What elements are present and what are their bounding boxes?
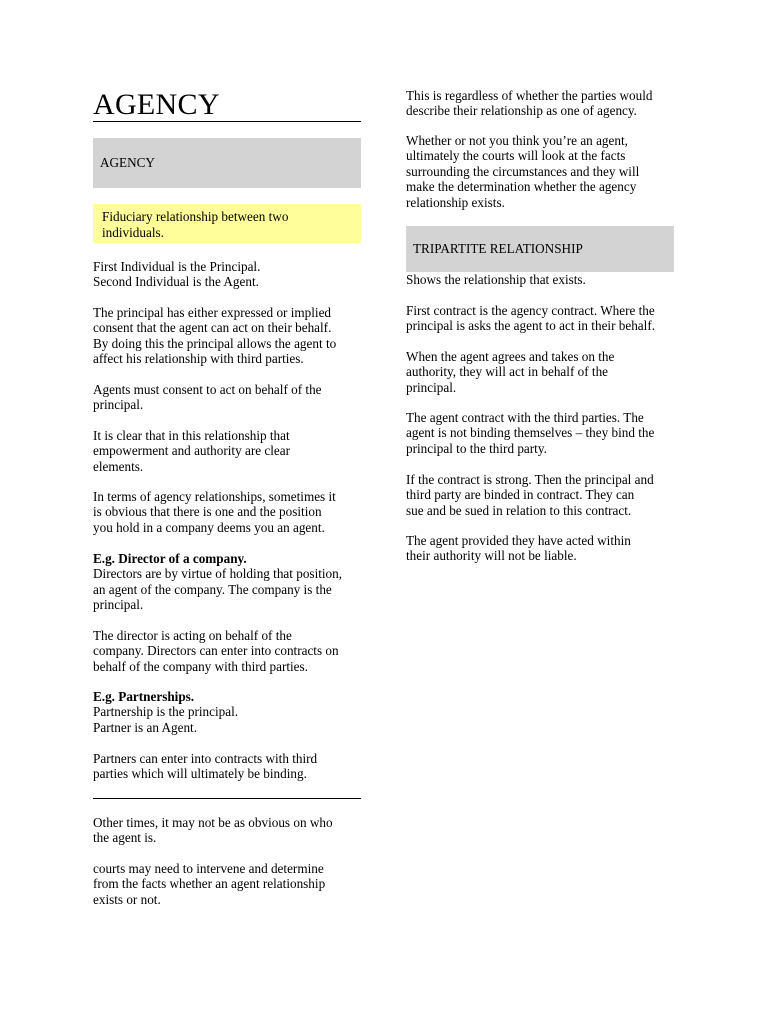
page-title: AGENCY [93,88,220,121]
text-line: Partners can enter into contracts with third [93,751,318,766]
example-heading-text: E.g. Partnerships. [93,689,195,704]
text-line: their authority will not be liable. [406,548,577,564]
text-line: exists or not. [93,891,161,907]
text-line: the agent is. [93,830,157,846]
text-line: surrounding the circumstances and they will [406,163,640,179]
text-line: from the facts whether an agent relationship [93,876,326,892]
paragraph-empowerment [93,428,290,474]
text-line: Partnership is the principal. [93,704,239,720]
text-line: principal. [93,397,144,413]
text-line: is obvious that there is one and the position [93,504,322,520]
paragraph-agents-consent [93,382,322,413]
text-line: courts may need to intervene and determine [93,861,324,876]
text-line: Partner is an Agent. [93,719,198,735]
text-line: third party are binded in contract. They can [406,487,635,503]
text-line: make the determination whether the agency [406,179,637,195]
text-line: you hold in a company deems you an agent. [93,519,325,535]
text-line: agent is not binding themselves – they bind the [406,425,655,441]
text-line: Shows the relationship that exists. [406,272,586,287]
paragraph-director-acting [93,628,339,674]
text-line: First Individual is the Principal. [93,259,261,274]
text-line: It is clear that in this relationship that [93,428,290,443]
section-heading-tripartite [406,226,674,272]
paragraph-first-contract [406,303,655,334]
text-line: authority, they will act in behalf of the [406,364,609,380]
text-line: The agent provided they have acted within [406,533,631,548]
paragraph-courts-intervene [93,861,325,907]
text-line: principal. [93,597,144,613]
text-line: Second Individual is the Agent. [93,274,259,290]
paragraph-partners-contracts [93,751,317,782]
text-line: affect his relationship with third parties. [93,351,304,367]
example-director [93,551,342,613]
text-line: principal is asks the agent to act in their behalf. [406,318,656,334]
text-line: company. Directors can enter into contracts on [93,643,339,659]
example-partnerships [93,689,238,735]
highlight-line: individuals. [102,224,164,240]
text-line: If the contract is strong. Then the principal and [406,472,654,487]
paragraph-agent-agrees [406,349,614,395]
text-line: consent that the agent can act on their behalf. [93,320,332,336]
text-line: The principal has either expressed or implied [93,305,332,320]
section-heading-agency-label: AGENCY [100,155,155,170]
paragraph-contract-strong [406,472,654,518]
text-line: When the agent agrees and takes on the [406,349,615,364]
example-heading-text: E.g. Director of a company. [93,551,247,566]
text-line: Directors are by virtue of holding that position, [93,566,343,582]
text-line: principal. [406,379,457,395]
paragraph-shows-relationship [406,272,586,287]
text-line: Agents must consent to act on behalf of the [93,382,322,397]
paragraph-principal-agent [93,259,260,290]
text-line: empowerment and authority are clear [93,443,290,459]
paragraph-courts-determine [406,133,639,210]
paragraph-agent-not-liable [406,533,631,564]
text-line: By doing this the principal allows the agent to [93,335,337,351]
text-line: behalf of the company with third parties. [93,658,308,674]
paragraph-regardless [406,88,652,119]
text-line: elements. [93,458,144,474]
section-heading-tripartite-label: TRIPARTITE RELATIONSHIP [413,241,583,256]
text-line: In terms of agency relationships, sometimes it [93,489,336,504]
paragraph-agent-contract [406,410,654,456]
text-line: The director is acting on behalf of the [93,628,292,643]
text-line: The agent contract with the third parties. The [406,410,644,425]
title-underline [93,121,361,122]
highlight-box-fiduciary [93,204,361,243]
text-line: parties which will ultimately be binding. [93,766,307,782]
text-line: ultimately the courts will look at the facts [406,148,626,164]
text-line: describe their relationship as one of agency. [406,103,637,119]
text-line: This is regardless of whether the parties would [406,88,653,103]
paragraph-agency-relationships [93,489,336,535]
text-line: sue and be sued in relation to this contract. [406,502,632,518]
text-line: an agent of the company. The company is the [93,581,332,597]
paragraph-not-obvious [93,815,333,846]
section-heading-agency [93,138,361,188]
text-line: Whether or not you think you’re an agent, [406,133,628,148]
example-heading [93,689,238,704]
paragraph-consent [93,305,336,367]
highlight-line: Fiduciary relationship between two [102,209,289,224]
text-line: relationship exists. [406,194,505,210]
text-line: Other times, it may not be as obvious on who [93,815,333,830]
text-line: First contract is the agency contract. Where the [406,303,655,318]
example-heading [93,551,342,566]
section-divider [93,798,361,799]
text-line: principal to the third party. [406,440,547,456]
